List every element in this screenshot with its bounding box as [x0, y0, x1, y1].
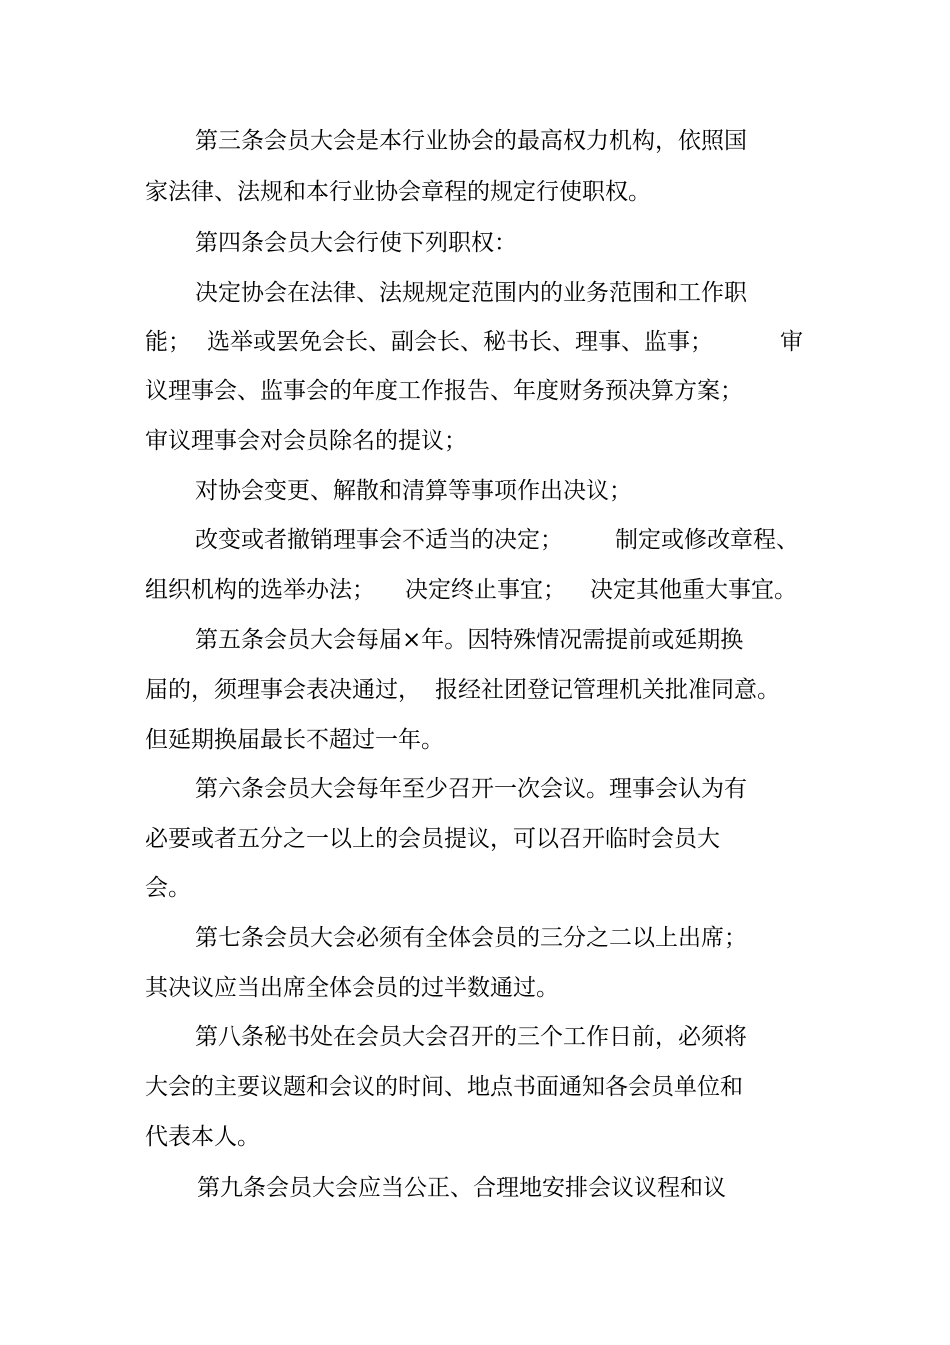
text-line: 第八条秘书处在会员大会召开的三个工作日前，必须将 — [195, 1024, 747, 1050]
text-segment: 选举或罢免会长、副会长、秘书长、理事、监事； — [207, 329, 713, 355]
text-line: 第三条会员大会是本行业协会的最高权力机构，依照国 — [195, 128, 747, 154]
text-line: 必要或者五分之一以上的会员提议，可以召开临时会员大 — [145, 826, 720, 852]
text-line: 第五条会员大会每届×年。因特殊情况需提前或延期换 — [195, 627, 744, 653]
text-segment: 改变或者撤销理事会不适当的决定； — [195, 527, 563, 553]
text-line: 第四条会员大会行使下列职权： — [195, 230, 517, 256]
text-segment: 审 — [780, 329, 803, 355]
text-line: 对协会变更、解散和清算等事项作出决议； — [195, 478, 632, 504]
text-line — [145, 328, 815, 356]
text-segment: 能； — [145, 329, 191, 355]
text-line — [145, 676, 785, 704]
text-segment: 组织机构的选举办法； — [145, 577, 375, 603]
text-segment: 决定终止事宜； — [405, 577, 566, 603]
text-line — [195, 526, 805, 554]
text-line — [145, 576, 805, 604]
text-line: 大会的主要议题和会议的时间、地点书面通知各会员单位和 — [145, 1074, 743, 1100]
text-line: 会。 — [145, 875, 191, 901]
text-line: 代表本人。 — [145, 1124, 260, 1150]
text-segment: 届的，须理事会表决通过， — [145, 677, 421, 703]
text-segment: 决定其他重大事宜。 — [590, 577, 797, 603]
text-line: 第九条会员大会应当公正、合理地安排会议议程和议 — [197, 1175, 726, 1201]
text-line: 决定协会在法律、法规规定范围内的业务范围和工作职 — [195, 280, 747, 306]
text-line: 审议理事会对会员除名的提议； — [145, 428, 467, 454]
text-line: 家法律、法规和本行业协会章程的规定行使职权。 — [145, 179, 651, 205]
text-segment: 报经社团登记管理机关批准同意。 — [435, 677, 780, 703]
text-line: 第七条会员大会必须有全体会员的三分之二以上出席； — [195, 925, 747, 951]
text-line: 但延期换届最长不超过一年。 — [145, 727, 444, 753]
text-line: 其决议应当出席全体会员的过半数通过。 — [145, 975, 559, 1001]
text-segment: 制定或修改章程、 — [615, 527, 799, 553]
text-line: 议理事会、监事会的年度工作报告、年度财务预决算方案； — [145, 378, 743, 404]
text-line: 第六条会员大会每年至少召开一次会议。理事会认为有 — [195, 776, 747, 802]
